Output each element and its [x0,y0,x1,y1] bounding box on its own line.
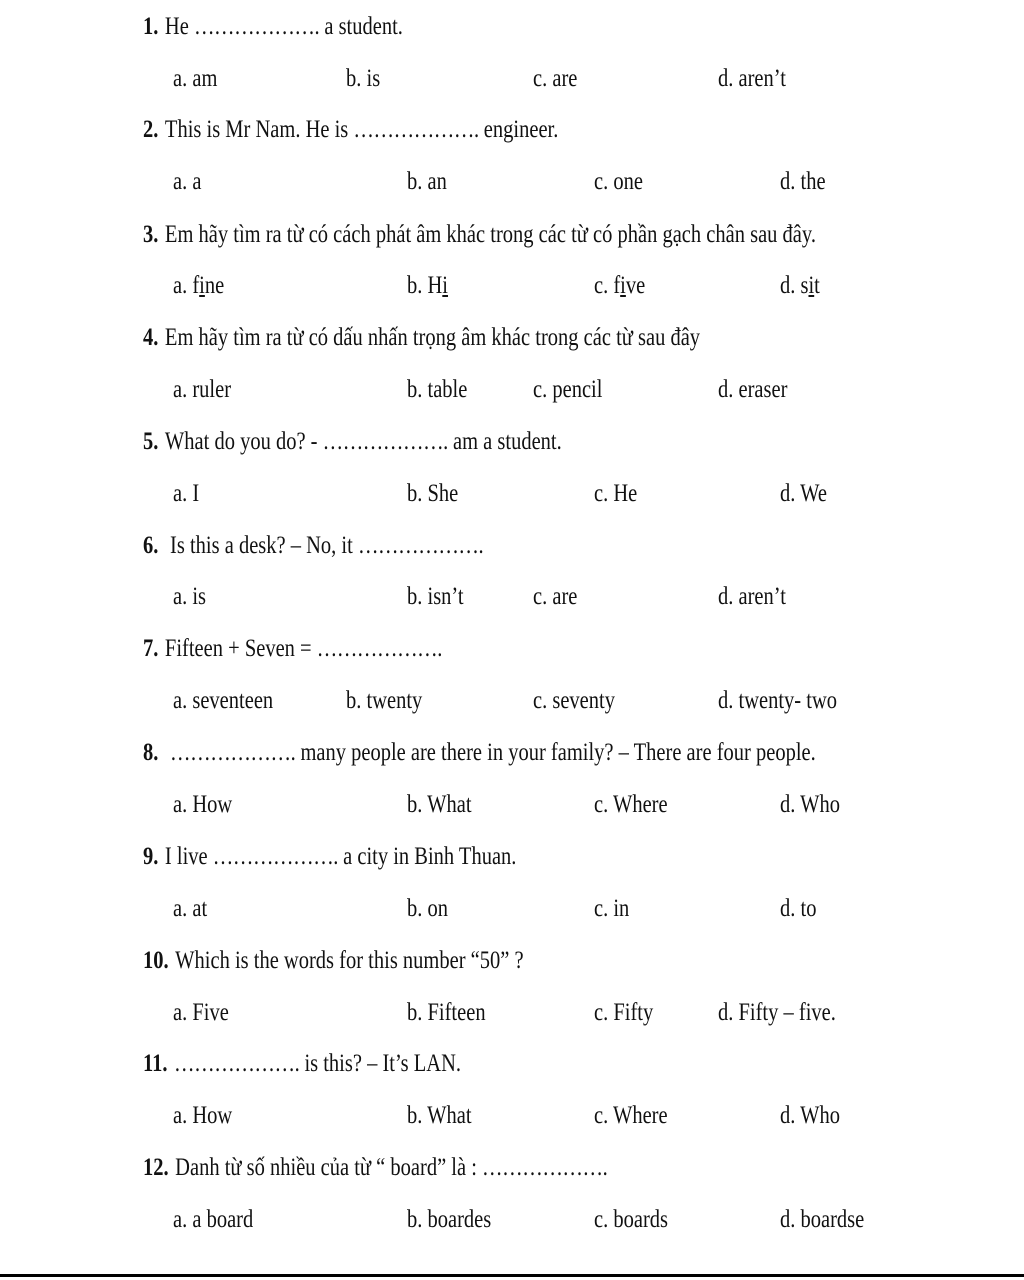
question-5-option-a: a. I [173,480,200,507]
underlined-letter: i [199,272,205,299]
question-number: 7. [143,635,159,662]
question-text-before: He [164,13,194,40]
question-10-option-b: b. Fifteen [407,999,486,1026]
question-4-option-d: d. eraser [718,376,788,403]
question-8-option-b: b. What [407,791,472,818]
question-10-option-d: d. Fifty – five. [718,999,836,1026]
question-7-option-d: d. twenty- two [718,687,838,714]
question-text-before: This is Mr Nam. He is [164,116,354,143]
question-9-option-c: c. in [594,895,630,922]
question-11-option-a: a. How [173,1102,233,1129]
question-number: 9. [143,843,159,870]
question-number: 3. [143,221,159,248]
answer-blank: ………………. [174,1050,300,1077]
question-6-option-b: b. isn’t [407,583,464,610]
question-10-stem [143,943,524,979]
question-10-option-a: a. Five [173,999,229,1026]
question-2-option-a: a. a [173,168,202,195]
question-number: 6. [143,532,159,559]
option-text: ve [625,272,646,299]
question-9-option-a: a. at [173,895,208,922]
question-6-option-a: a. is [173,583,207,610]
question-2-option-b: b. an [407,168,447,195]
question-12-option-a: a. a board [173,1206,254,1233]
option-text: t [814,272,820,299]
question-8-option-c: c. Where [594,791,668,818]
question-number: 11. [143,1050,168,1077]
question-1-option-b: b. is [346,65,381,92]
underlined-letter: i [808,272,815,299]
question-number: 1. [143,13,159,40]
question-text-before: Em hãy tìm ra từ có cách phát âm khác trong các từ có phần gạch chân sau đây. [164,221,816,248]
question-3-option-a [173,268,224,304]
question-9-option-d: d. to [780,895,817,922]
answer-blank: ………………. [170,739,296,766]
underlined-letter: i [620,272,626,299]
question-text-after: a student. [319,13,403,40]
underlined-letter: i [442,272,449,299]
question-4-option-c: c. pencil [533,376,603,403]
question-text-before: What do you do? - [164,428,323,455]
question-7-stem [143,631,442,667]
question-5-option-c: c. He [594,480,638,507]
question-11-stem [143,1046,461,1082]
question-text-after: am a student. [447,428,562,455]
question-8-option-d: d. Who [780,791,840,818]
answer-blank: ………………. [357,532,484,559]
question-4-option-a: a. ruler [173,376,232,403]
question-text-before: I live [164,843,213,870]
question-11-option-b: b. What [407,1102,472,1129]
answer-blank: ………………. [316,635,442,662]
question-4-stem [143,320,700,356]
option-text: a. f [173,272,200,299]
question-number: 2. [143,116,159,143]
answer-blank: ………………. [322,428,448,455]
answer-blank: ………………. [193,13,320,40]
question-text-after: is this? – It’s LAN. [299,1050,462,1077]
question-9-stem [143,839,516,875]
question-5-option-b: b. She [407,480,459,507]
question-12-stem [143,1150,607,1186]
option-text: b. H [407,272,443,299]
question-5-stem [143,424,562,460]
question-number: 12. [143,1154,169,1181]
question-8-option-a: a. How [173,791,233,818]
question-1-stem [143,9,403,45]
question-number: 8. [143,739,159,766]
question-6-option-c: c. are [533,583,578,610]
question-text-before: Fifteen + Seven = [164,635,317,662]
question-number: 5. [143,428,159,455]
question-12-option-c: c. boards [594,1206,669,1233]
question-number: 4. [143,324,159,351]
question-2-stem [143,112,558,148]
question-3-stem [143,217,816,253]
question-12-option-d: d. boardse [780,1206,865,1233]
question-7-option-c: c. seventy [533,687,615,714]
question-5-option-d: d. We [780,480,827,507]
question-text-after: engineer. [478,116,559,143]
question-7-option-b: b. twenty [346,687,423,714]
answer-blank: ………………. [353,116,479,143]
question-2-option-c: c. one [594,168,643,195]
question-text-after: a city in Binh Thuan. [338,843,517,870]
answer-blank: ………………. [212,843,339,870]
question-4-option-b: b. table [407,376,468,403]
question-text-before: Danh từ số nhiều của từ “ board” là : [175,1154,483,1181]
question-text-after: many people are there in your family? – There are four people. [295,739,816,766]
question-3-option-c [594,268,645,304]
option-text: c. f [594,272,621,299]
question-text-before: Is this a desk? – No, it [164,532,358,559]
question-text-before: Which is the words for this number “50” ? [175,947,524,974]
question-3-option-d [780,268,820,304]
question-6-stem [143,528,483,564]
question-7-option-a: a. seventeen [173,687,274,714]
question-8-stem [143,735,816,771]
option-text: d. s [780,272,809,299]
answer-blank: ………………. [482,1154,608,1181]
question-1-option-c: c. are [533,65,578,92]
question-12-option-b: b. boardes [407,1206,492,1233]
question-2-option-d: d. the [780,168,826,195]
question-9-option-b: b. on [407,895,448,922]
bottom-rule [0,1274,1024,1277]
option-text: ne [204,272,225,299]
question-11-option-d: d. Who [780,1102,840,1129]
question-1-option-a: a. am [173,65,218,92]
question-3-option-b [407,268,448,304]
question-10-option-c: c. Fifty [594,999,654,1026]
question-6-option-d: d. aren’t [718,583,786,610]
question-text-before: Em hãy tìm ra từ có dấu nhấn trọng âm khác trong các từ sau đây [164,324,701,351]
question-number: 10. [143,947,169,974]
question-1-option-d: d. aren’t [718,65,786,92]
question-11-option-c: c. Where [594,1102,668,1129]
